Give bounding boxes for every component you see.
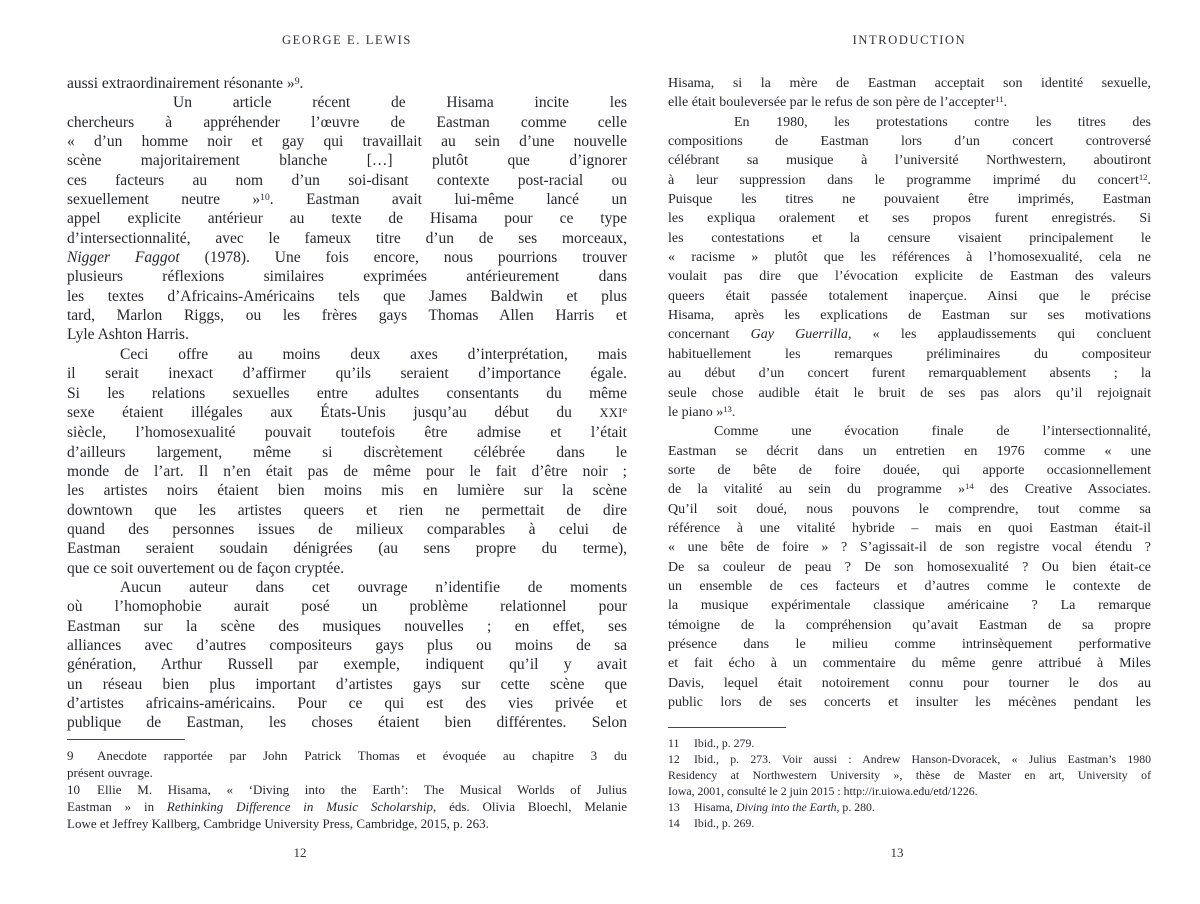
text-line bbox=[67, 171, 627, 190]
page-right bbox=[668, 0, 1151, 904]
footnote-ref: 12 bbox=[1138, 171, 1148, 182]
text-run: Ceci offre au moins deux axes d’interprétation, mais bbox=[120, 345, 627, 363]
text-line bbox=[67, 306, 627, 325]
text-run: Lowe et Jeffrey Kallberg, Cambridge University Press, Cambridge, 2015, p. 263. bbox=[67, 816, 489, 831]
text-run: les artistes noirs étaient bien moins mis en lumière sur la scène bbox=[67, 482, 627, 500]
text-line bbox=[668, 461, 1151, 480]
text-run: Si les relations sexuelles entre adultes consentants du même bbox=[67, 384, 627, 402]
text-run: (1978). Une fois encore, nous pourrions trouver bbox=[179, 249, 627, 267]
text-run: downtown que les artistes queers et rien ne permettait de dire bbox=[67, 501, 627, 519]
footnote-block-left bbox=[67, 739, 627, 832]
footnote-number: 11 bbox=[668, 736, 680, 750]
text-run: voulait pas dire que l’évocation explicite de Eastman des valeurs bbox=[668, 269, 1151, 285]
text-run: Puisque les titres ne pouvaient être imprimés, Eastman bbox=[668, 192, 1151, 208]
text-line bbox=[67, 229, 627, 248]
footnote-separator bbox=[668, 727, 786, 728]
text-run: public lors de ses concerts et insulter les mécènes pendant les bbox=[668, 695, 1151, 710]
text-line bbox=[67, 267, 627, 286]
text-run: Lyle Ashton Harris. bbox=[67, 326, 189, 344]
text-run: les textes d’Africains-Américains tels que James Baldwin et plus bbox=[67, 287, 627, 305]
text-run: quand des personnes issues de milieux comparables à celui de bbox=[67, 520, 627, 538]
text-line bbox=[67, 462, 627, 481]
text-run: queers était passée totalement inaperçue. Ainsi que le précise bbox=[668, 288, 1151, 304]
text-run: siècle, l’homosexualité pouvait toutefois être admise et l’était bbox=[67, 424, 627, 442]
text-line bbox=[67, 520, 627, 539]
text-run: la musique expérimentale classique américaine ? La remarque bbox=[668, 598, 1151, 614]
text-line bbox=[668, 325, 1151, 344]
text-line bbox=[668, 190, 1151, 209]
footnotes-left bbox=[67, 747, 627, 832]
italic-title: Rethinking Difference in Music Scholarship bbox=[166, 799, 433, 814]
text-line bbox=[67, 74, 627, 93]
text-line bbox=[668, 267, 1151, 286]
text-run: Eastman seraient soudain dénigrées (au sens propre du terme), bbox=[67, 540, 627, 558]
text-line bbox=[668, 616, 1151, 635]
footnote-line bbox=[668, 751, 1151, 767]
text-line bbox=[67, 248, 627, 267]
text-run: des Creative Associates. bbox=[973, 482, 1152, 498]
text-line bbox=[67, 694, 627, 713]
text-run: . bbox=[299, 75, 304, 92]
text-line bbox=[67, 443, 627, 462]
text-line bbox=[668, 519, 1151, 538]
text-line bbox=[67, 209, 627, 228]
text-run: . bbox=[1147, 172, 1151, 188]
text-line bbox=[67, 713, 627, 732]
text-run: il serait inexact d’affirmer qu’ils seraient d’importance égale. bbox=[67, 365, 627, 383]
text-run: présent ouvrage. bbox=[67, 765, 153, 780]
text-line bbox=[668, 500, 1151, 519]
text-run: En 1980, les protestations contre les titres des bbox=[734, 114, 1151, 130]
footnote-block-right bbox=[668, 727, 1151, 831]
page-left bbox=[67, 0, 627, 904]
small-caps: XXI bbox=[599, 405, 623, 420]
text-run: compositions de Eastman lors d’un concert controversé bbox=[668, 134, 1151, 150]
text-run: . bbox=[1003, 95, 1008, 111]
paragraph-indent bbox=[67, 106, 173, 107]
text-run: Qu’il soit doué, nous pouvons le comprendre, tout comme sa bbox=[668, 501, 1151, 517]
text-run: chercheurs à appréhender l’œuvre de Eastman comme celle bbox=[67, 113, 627, 131]
footnote-ref: 9 bbox=[294, 75, 300, 87]
text-line bbox=[67, 190, 627, 209]
paragraph-indent bbox=[668, 125, 734, 126]
text-line bbox=[67, 364, 627, 383]
text-line bbox=[668, 538, 1151, 557]
text-line bbox=[668, 209, 1151, 228]
paragraph-indent bbox=[67, 591, 120, 592]
running-head-left: GEORGE E. LEWIS bbox=[282, 33, 412, 47]
text-run: seule chose audible était le bruit de ses pas alors qu’il rejoignait bbox=[668, 385, 1151, 401]
footnote-number: 14 bbox=[668, 816, 680, 830]
text-run: où l’homophobie aurait posé un problème relationnel pour bbox=[67, 598, 627, 616]
footnote-line bbox=[67, 764, 627, 781]
text-run: Ellie M. Hisama, « ‘Diving into the Earth’: The Musical Worlds of Julius bbox=[97, 782, 627, 797]
text-line bbox=[668, 306, 1151, 325]
text-run: Hisama, si la mère de Eastman acceptait son identité sexuelle, bbox=[668, 76, 1151, 91]
body-text-left bbox=[67, 74, 627, 733]
text-run: les expliqua oralement et ses propos furent enregistrés. Si bbox=[668, 211, 1151, 227]
text-run: Ibid., p. 269. bbox=[694, 816, 755, 830]
footnote-line bbox=[67, 815, 627, 832]
text-line bbox=[668, 558, 1151, 577]
text-line bbox=[668, 654, 1151, 673]
paragraph-indent bbox=[67, 358, 120, 359]
italic-title: Nigger Faggot bbox=[67, 249, 180, 267]
text-run: scène majoritairement blanche […] plutôt que d’ignorer bbox=[67, 152, 627, 170]
text-run: au début d’un concert furent remarquablement absents ; la bbox=[668, 366, 1151, 382]
text-run: « racisme » plutôt que les références à l’homosexualité, cela ne bbox=[668, 250, 1151, 266]
footnote-line bbox=[668, 783, 1151, 799]
text-line bbox=[67, 151, 627, 170]
text-run: « d’un homme noir et gay qui travaillait au sein d’une nouvelle bbox=[67, 133, 627, 151]
text-line bbox=[67, 403, 627, 423]
text-run: que ce soit ouvertement ou de façon cryptée. bbox=[67, 559, 345, 577]
footnote-number: 9 bbox=[67, 748, 74, 763]
text-run: concernant bbox=[668, 327, 751, 343]
text-run: Residency at Northwestern University », thèse de Master en art, University of bbox=[668, 768, 1151, 782]
text-line bbox=[67, 287, 627, 306]
text-line bbox=[668, 364, 1151, 383]
text-run: aussi extraordinairement résonante » bbox=[67, 75, 295, 92]
text-run: ces facteurs au nom d’un soi-disant contexte post-racial ou bbox=[67, 171, 627, 189]
text-line bbox=[67, 675, 627, 694]
footnotes-right bbox=[668, 735, 1151, 831]
text-line bbox=[668, 151, 1151, 170]
text-line bbox=[668, 403, 1151, 422]
text-run: le piano » bbox=[668, 404, 724, 420]
text-run: et fait écho à un commentaire du même genre attribué à Miles bbox=[668, 656, 1151, 672]
text-line bbox=[668, 384, 1151, 403]
text-run: sexe étaient illégales aux États-Unis jusqu’au début du bbox=[67, 403, 600, 421]
text-run: à leur suppression dans le programme imprimé du concert bbox=[668, 172, 1139, 188]
text-run: publique de Eastman, les choses étaient bien différentes. Selon bbox=[67, 714, 627, 732]
text-line bbox=[668, 596, 1151, 615]
text-run: . bbox=[731, 404, 736, 420]
text-run: Hisama, après les explications de Eastman sur ses motivations bbox=[668, 308, 1151, 324]
text-run: alliances avec d’autres compositeurs gays plus ou moins de sa bbox=[67, 636, 627, 654]
footnote-ref: 13 bbox=[723, 403, 732, 414]
text-run: les contestations et la censure visaient principalement le bbox=[668, 230, 1151, 246]
footnote-line bbox=[67, 747, 627, 764]
text-line bbox=[67, 423, 627, 442]
text-line bbox=[67, 636, 627, 655]
text-line bbox=[668, 248, 1151, 267]
footnote-number: 12 bbox=[668, 752, 680, 766]
text-run: « une bête de foire » ? S’agissait-il de son registre vocal étendu ? bbox=[668, 540, 1151, 556]
text-run: d’ailleurs largement, même si discrètement célébrée dans le bbox=[67, 443, 627, 461]
paragraph-indent bbox=[668, 434, 714, 435]
text-run: Eastman se décrit dans un entretien en 1976 comme « une bbox=[668, 443, 1151, 459]
footnote-line bbox=[668, 815, 1151, 831]
text-line bbox=[67, 113, 627, 132]
footnote-line bbox=[67, 798, 627, 815]
footnote-line bbox=[668, 735, 1151, 751]
text-line bbox=[67, 501, 627, 520]
text-run: Aucun auteur dans cet ouvrage n’identifie de moments bbox=[120, 578, 627, 596]
page-number-left: 12 bbox=[293, 845, 307, 860]
text-run: Davis, lequel était notoirement connu pour tourner le dos au bbox=[668, 675, 1151, 691]
text-line bbox=[668, 422, 1151, 441]
text-line bbox=[67, 345, 627, 364]
footnote-ref: 10 bbox=[260, 191, 270, 203]
text-run: Un article récent de Hisama incite les bbox=[173, 94, 627, 112]
running-head-right: INTRODUCTION bbox=[852, 33, 967, 47]
footnote-ref: 11 bbox=[995, 94, 1004, 105]
footnote-number: 10 bbox=[67, 782, 80, 797]
text-run: plusieurs réflexions similaires exprimées antérieurement dans bbox=[67, 268, 627, 286]
text-line bbox=[668, 229, 1151, 248]
text-line bbox=[668, 693, 1151, 712]
italic-title: Gay Guerrilla bbox=[750, 327, 848, 343]
text-run: , « les applaudissements qui concluent bbox=[847, 327, 1151, 343]
text-run: tard, Marlon Riggs, ou les frères gays Thomas Allen Harris et bbox=[67, 307, 627, 325]
text-line bbox=[668, 442, 1151, 461]
footnote-line bbox=[67, 781, 627, 798]
text-line bbox=[668, 577, 1151, 596]
text-line bbox=[668, 635, 1151, 654]
footnote-line bbox=[668, 799, 1151, 815]
text-run: d’artistes africains-américains. Pour ce qui est des vies privée et bbox=[67, 695, 627, 712]
text-run: témoigne de la compréhension qu’avait Eastman de sa propre bbox=[668, 617, 1151, 633]
page-number-right: 13 bbox=[890, 845, 904, 860]
text-run: Comme une évocation finale de l’intersectionnalité, bbox=[714, 424, 1151, 440]
text-run: présence dans le milieu comme intrinsèquement performative bbox=[668, 636, 1151, 652]
text-line bbox=[67, 325, 627, 344]
text-run: appel explicite antérieur au texte de Hisama pour ce type bbox=[67, 210, 627, 228]
text-line bbox=[67, 578, 627, 597]
text-run: monde de l’art. Il n’en était pas de même pour le fait d’être noir ; bbox=[67, 462, 627, 480]
footnote-line bbox=[668, 767, 1151, 783]
text-line bbox=[67, 384, 627, 403]
text-line bbox=[668, 345, 1151, 364]
text-run: Hisama, bbox=[694, 800, 736, 814]
text-run: , p. 280. bbox=[836, 800, 875, 814]
text-line bbox=[67, 559, 627, 578]
text-run: sexuellement neutre » bbox=[67, 191, 261, 209]
text-line bbox=[668, 674, 1151, 693]
text-run: célébrant sa musique à l’université Northwestern, aboutiront bbox=[668, 153, 1151, 169]
text-run: Eastman » in bbox=[67, 799, 167, 814]
text-line bbox=[67, 655, 627, 674]
text-run: . Eastman avait lui-même lancé un bbox=[269, 191, 627, 209]
text-line bbox=[67, 539, 627, 558]
text-run: référence à une vitalité hybride – mais en quoi Eastman était-il bbox=[668, 520, 1151, 536]
text-line bbox=[668, 287, 1151, 306]
footnote-separator bbox=[67, 739, 185, 740]
text-run: Iowa, 2001, consulté le 2 juin 2015 : http://ir.uiowa.edu/etd/1226. bbox=[668, 784, 978, 798]
text-run: sorte de bête de foire douée, qui apporte occasionnellement bbox=[668, 462, 1151, 478]
text-line bbox=[668, 171, 1151, 190]
text-run: Anecdote rapportée par John Patrick Thomas et évoquée au chapitre 3 du bbox=[97, 748, 627, 763]
text-run: elle était bouleversée par le refus de son père de l’accepter bbox=[668, 95, 996, 111]
text-line bbox=[67, 132, 627, 151]
text-line bbox=[67, 597, 627, 616]
text-run: Ibid., p. 273. Voir aussi : Andrew Hanson-Dvoracek, « Julius Eastman’s 1980 bbox=[694, 752, 1151, 766]
text-run: , éds. Olivia Bloechl, Melanie bbox=[433, 799, 627, 814]
text-run: Ibid., p. 279. bbox=[694, 736, 755, 750]
text-line bbox=[668, 132, 1151, 151]
text-line bbox=[67, 93, 627, 112]
text-run: de la vitalité au sein du programme » bbox=[668, 482, 965, 498]
text-run: Eastman sur la scène des musiques nouvelles ; en effet, ses bbox=[67, 617, 627, 635]
text-line bbox=[668, 74, 1151, 93]
text-run: De sa couleur de peau ? De son homosexualité ? Ou bien était-ce bbox=[668, 559, 1151, 575]
text-line bbox=[668, 93, 1151, 112]
body-text-right bbox=[668, 74, 1151, 712]
text-run: d’intersectionnalité, avec le fameux titre d’un de ses morceaux, bbox=[67, 229, 627, 247]
text-line bbox=[67, 481, 627, 500]
text-run: un réseau bien plus important d’artistes gays sur cette scène que bbox=[67, 675, 627, 693]
text-run: un ensemble de ces facteurs et d’autres comme le contexte de bbox=[668, 578, 1151, 594]
text-run: génération, Arthur Russell par exemple, indiquent qu’il y avait bbox=[67, 656, 627, 674]
text-line bbox=[668, 113, 1151, 132]
footnote-ref: 14 bbox=[965, 481, 974, 492]
italic-title: Diving into the Earth bbox=[735, 800, 837, 814]
footnote-ref: e bbox=[622, 404, 627, 416]
footnote-number: 13 bbox=[668, 800, 680, 814]
text-run: habituellement les remarques préliminaires du compositeur bbox=[668, 346, 1151, 362]
text-line bbox=[668, 480, 1151, 499]
text-line bbox=[67, 617, 627, 636]
